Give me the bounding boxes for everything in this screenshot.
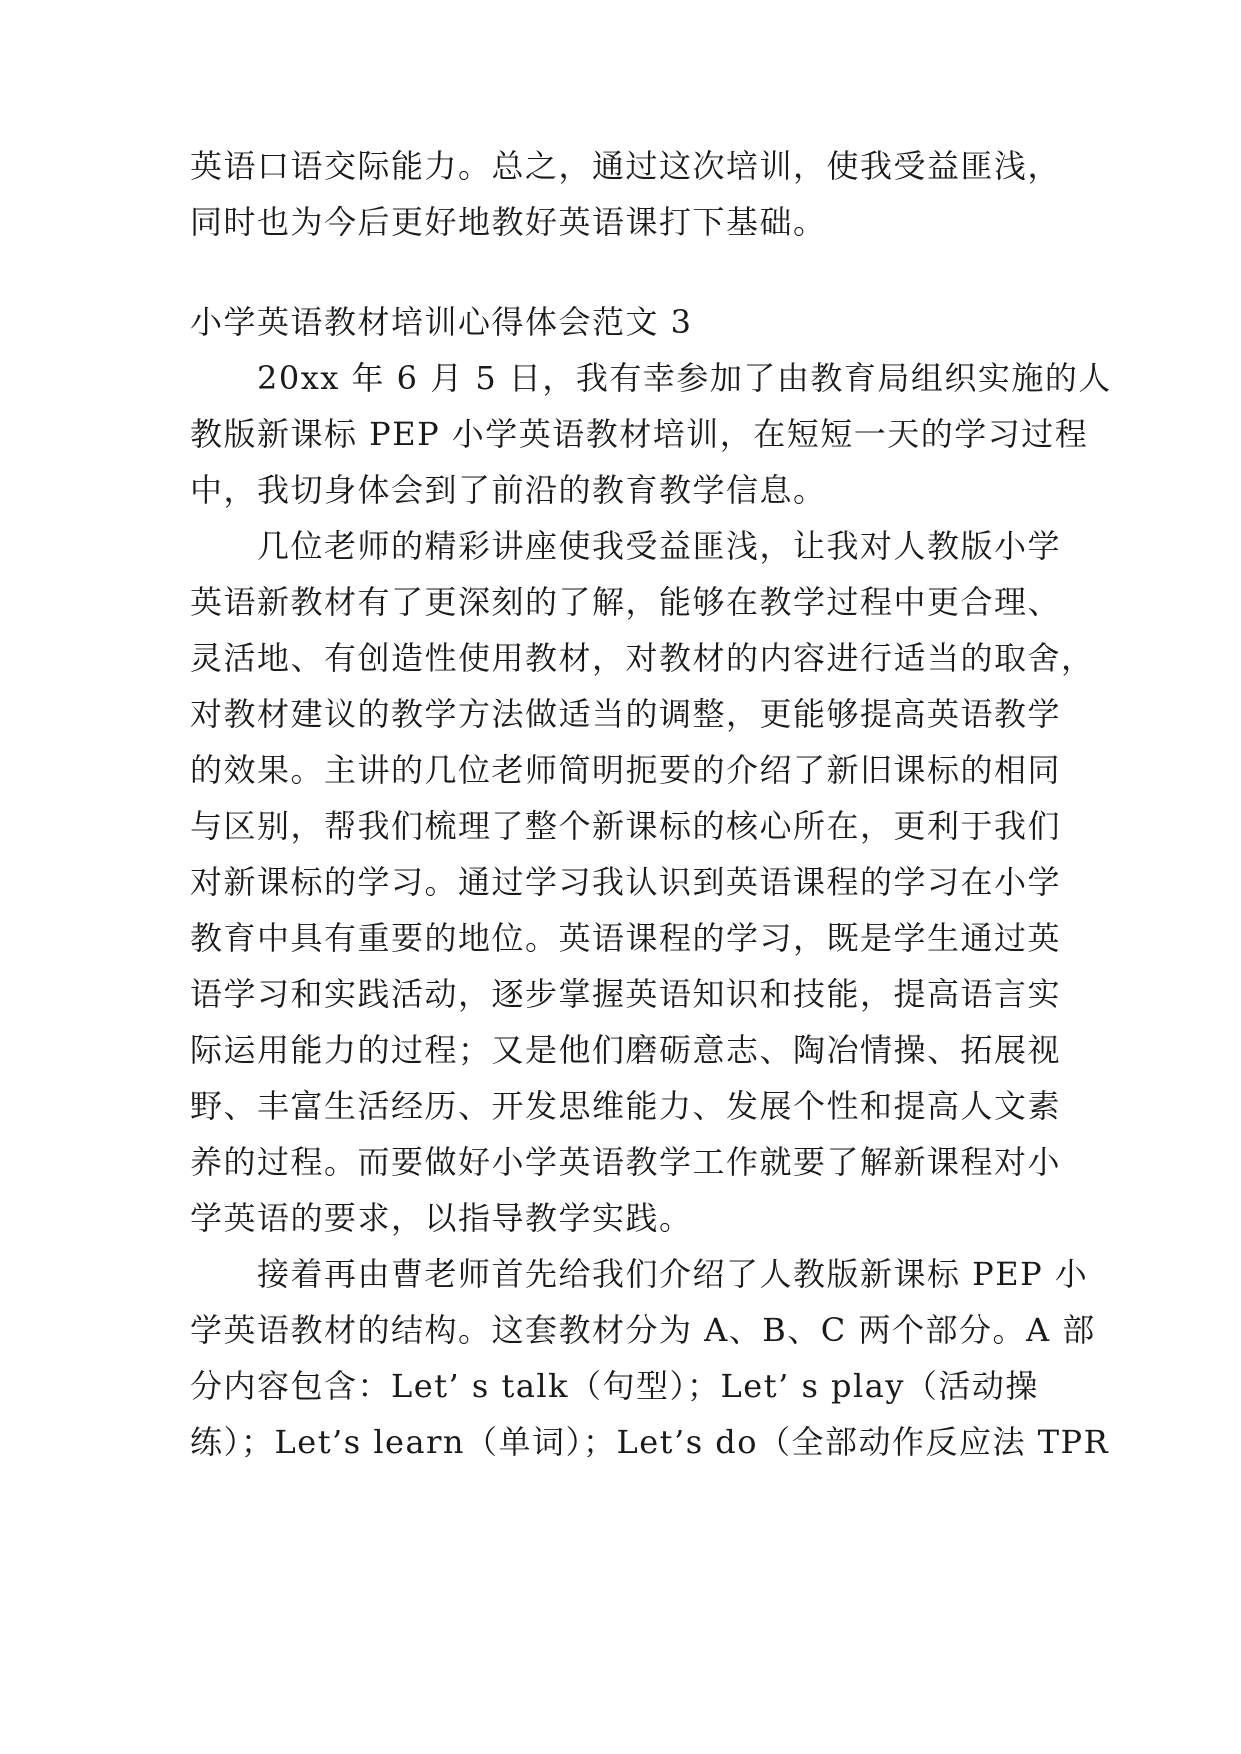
document-body [190,0,1112,1754]
paragraph-line: 际运用能力的过程；又是他们磨砺意志、陶冶情操、拓展视 [190,1031,1062,1069]
paragraph-line: 对新课标的学习。通过学习我认识到英语课程的学习在小学 [190,863,1062,901]
paragraph-line: 练）；Let’s learn（单词）；Let’s do（全部动作反应法 TPR [190,1423,1110,1461]
paragraph-line: 与区别，帮我们梳理了整个新课标的核心所在，更利于我们 [190,807,1062,845]
paragraph-line: 养的过程。而要做好小学英语教学工作就要了解新课程对小 [190,1143,1062,1181]
paragraph-line: 学英语的要求，以指导教学实践。 [190,1199,693,1237]
paragraph-line: 对教材建议的教学方法做适当的调整，更能够提高英语教学 [190,695,1062,733]
intro-line: 同时也为今后更好地教好英语课打下基础。 [190,203,827,241]
paragraph-line: 20xx 年 6 月 5 日，我有幸参加了由教育局组织实施的人 [190,359,1112,397]
paragraph-line: 灵活地、有创造性使用教材，对教材的内容进行适当的取舍， [190,639,1095,677]
paragraph-line: 中，我切身体会到了前沿的教育教学信息。 [190,471,827,509]
paragraph-line: 几位老师的精彩讲座使我受益匪浅，让我对人教版小学 [190,527,1062,565]
section-heading: 小学英语教材培训心得体会范文 3 [190,303,693,341]
paragraph-line: 接着再由曹老师首先给我们介绍了人教版新课标 PEP 小 [190,1255,1089,1293]
paragraph-line: 学英语教材的结构。这套教材分为 A、B、C 两个部分。A 部 [190,1311,1096,1349]
paragraph-line: 分内容包含：Let’ s talk（句型）；Let’ s play（活动操 [190,1367,1039,1405]
paragraph-line: 野、丰富生活经历、开发思维能力、发展个性和提高人文素 [190,1087,1062,1125]
intro-line: 英语口语交际能力。总之，通过这次培训，使我受益匪浅， [190,147,1062,185]
paragraph-line: 的效果。主讲的几位老师简明扼要的介绍了新旧课标的相同 [190,751,1062,789]
paragraph-line: 英语新教材有了更深刻的了解，能够在教学过程中更合理、 [190,583,1062,621]
paragraph-line: 教育中具有重要的地位。英语课程的学习，既是学生通过英 [190,919,1062,957]
paragraph-line: 教版新课标 PEP 小学英语教材培训，在短短一天的学习过程 [190,415,1089,453]
paragraph-line: 语学习和实践活动，逐步掌握英语知识和技能，提高语言实 [190,975,1062,1013]
